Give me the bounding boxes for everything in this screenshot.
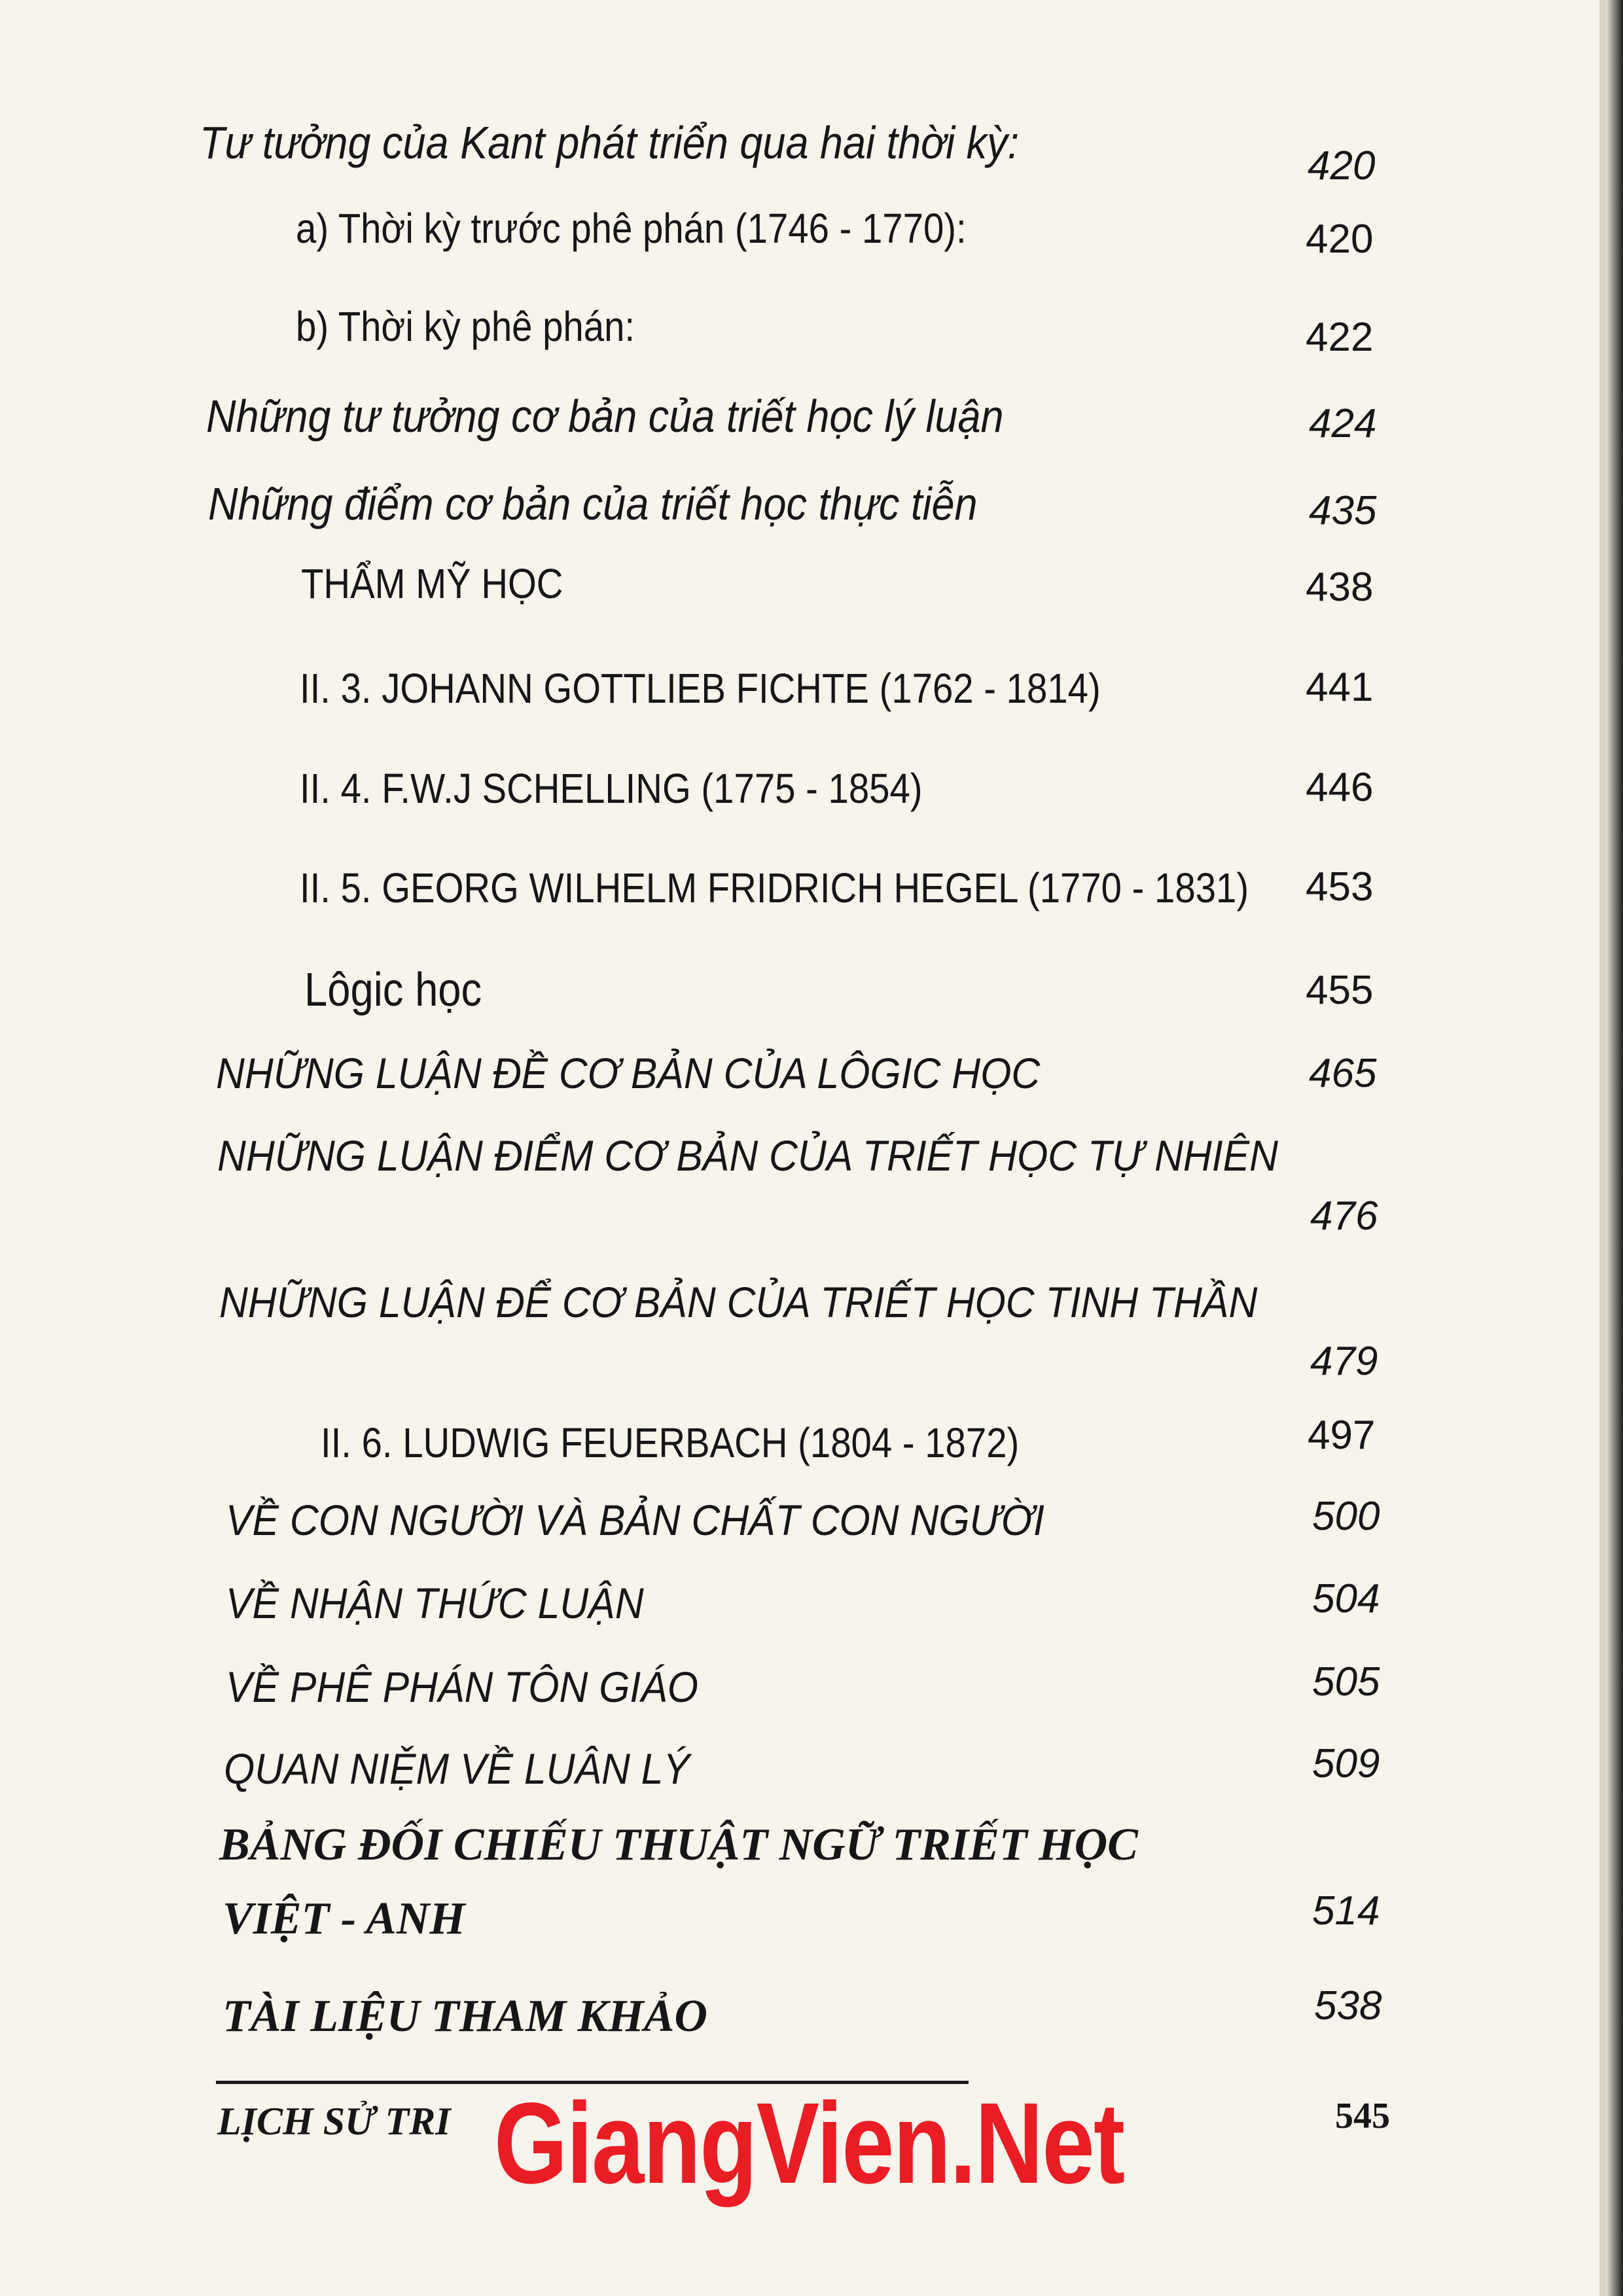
toc-entry-label: THẨM MỸ HỌC: [301, 560, 563, 607]
toc-entry-label: II. 6. LUDWIG FEUERBACH (1804 - 1872): [321, 1419, 1020, 1466]
toc-entry-page: 441: [1306, 665, 1374, 710]
toc-entry-page: 479: [1310, 1339, 1378, 1384]
toc-entry-label-line2: VIỆT - ANH: [223, 1894, 465, 1944]
toc-entry-label: NHỮNG LUẬN ĐỂ CƠ BẢN CỦA TRIẾT HỌC TINH THẦN: [219, 1278, 1258, 1326]
toc-entry-label: Tư tưởng của Kant phát triển qua hai thời kỳ:: [200, 117, 1020, 168]
toc-entry-page: 505: [1312, 1659, 1380, 1704]
page-shadow: [1606, 0, 1623, 2296]
toc-entry-label: BẢNG ĐỐI CHIẾU THUẬT NGỮ TRIẾT HỌC: [219, 1820, 1138, 1870]
toc-entry-label: a) Thời kỳ trước phê phán (1746 - 1770):: [296, 205, 967, 252]
toc-entry-label: VỀ NHẬN THỨC LUẬN: [226, 1579, 644, 1627]
toc-entry-label: II. 4. F.W.J SCHELLING (1775 - 1854): [300, 765, 923, 812]
toc-entry-label: QUAN NIỆM VỀ LUÂN LÝ: [224, 1744, 690, 1793]
toc-entry-label: Những tư tưởng cơ bản của triết học lý luận: [206, 391, 1004, 442]
toc-entry-label: NHỮNG LUẬN ĐỀ CƠ BẢN CỦA LÔGIC HỌC: [216, 1049, 1041, 1097]
toc-entry-page: 465: [1309, 1051, 1377, 1096]
watermark-logo: GiangVien.Net: [494, 2079, 1124, 2208]
toc-entry-page: 514: [1312, 1888, 1380, 1934]
toc-entry-page: 446: [1306, 765, 1374, 810]
toc-entry-page: 422: [1306, 315, 1374, 360]
toc-entry-label: II. 3. JOHANN GOTTLIEB FICHTE (1762 - 1814): [300, 665, 1101, 712]
toc-entry-label: NHỮNG LUẬN ĐIỂM CƠ BẢN CỦA TRIẾT HỌC TỰ NHIÊN: [217, 1131, 1279, 1180]
footer-page-number: 545: [1335, 2096, 1390, 2136]
toc-entry-label: Những điểm cơ bản của triết học thực tiễn: [208, 478, 978, 529]
toc-entry-label: VỀ CON NGƯỜI VÀ BẢN CHẤT CON NGƯỜI: [226, 1496, 1044, 1544]
toc-entry-page: 500: [1312, 1494, 1380, 1539]
toc-entry-page: 476: [1310, 1193, 1378, 1239]
toc-entry-page: 538: [1314, 1983, 1382, 2028]
toc-entry-page: 453: [1306, 864, 1374, 910]
toc-entry-page: 435: [1309, 488, 1377, 533]
page-edge: [1599, 0, 1606, 2296]
toc-entry-label: VỀ PHÊ PHÁN TÔN GIÁO: [226, 1663, 699, 1711]
toc-entry-page: 504: [1312, 1576, 1380, 1621]
toc-entry-page: 420: [1306, 217, 1374, 262]
toc-entry-label: TÀI LIỆU THAM KHẢO: [223, 1991, 707, 2041]
toc-entry-label: b) Thời kỳ phê phán:: [296, 303, 635, 350]
toc-entry-page: 420: [1308, 143, 1376, 188]
toc-entry-page: 455: [1306, 968, 1374, 1013]
toc-entry-page: 509: [1312, 1741, 1380, 1786]
toc-entry-label: II. 5. GEORG WILHELM FRIDRICH HEGEL (1770 - 1831): [300, 864, 1249, 911]
running-title-text: LỊCH SỬ TRI: [217, 2100, 451, 2143]
toc-entry-page: 438: [1306, 565, 1374, 610]
toc-entry-page: 497: [1308, 1413, 1376, 1458]
toc-entry-page: 424: [1309, 401, 1377, 446]
toc-entry-label: Lôgic học: [304, 964, 482, 1016]
